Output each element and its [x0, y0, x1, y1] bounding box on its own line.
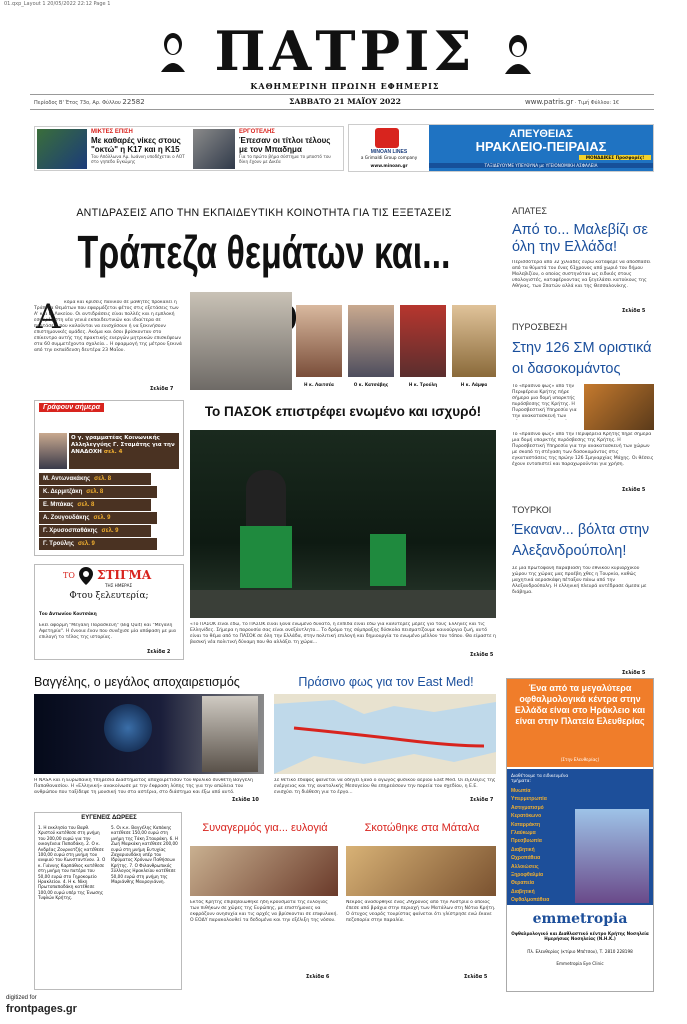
minoan-group: a Grimaldi Group company — [360, 155, 418, 160]
minoan-lines-ad[interactable] — [348, 124, 654, 172]
minoan-badge: ΜΟΝΑΔΙΚΕΣ Προσφορές! — [579, 155, 651, 160]
speaker-figure — [246, 470, 286, 526]
vangelis-headline[interactable]: Βαγγέλης, ο μεγάλος αποχαιρετισμός — [34, 675, 240, 689]
service-item: Υπερμετρωπία — [511, 796, 547, 803]
planet-graphic — [104, 704, 152, 752]
print-slug: 01.qxp_Layout 1 20/05/2022 22:12 Page 1 — [4, 1, 111, 7]
apates-label: ΑΠΑΤΕΣ — [512, 206, 547, 216]
masthead-title: ΠΑΤΡΙΣ — [214, 19, 476, 83]
stigma-box — [34, 564, 184, 660]
service-item: Αστιγματισμό — [511, 804, 544, 811]
firefighters-photo — [584, 384, 654, 430]
service-item: Θεραπεία — [511, 880, 535, 887]
masthead-subtitle: ΚΑΘΗΜΕΡΙΝΗ ΠΡΩΙΝΗ ΕΦΗΜΕΡΙΣ — [250, 81, 440, 91]
writer-row[interactable] — [39, 473, 151, 485]
right-column — [512, 200, 654, 676]
minoan-logo — [375, 128, 399, 148]
pasok-headline[interactable]: Το ΠΑΣΟΚ επιστρέφει ενωμένο και ισχυρό! — [204, 404, 482, 419]
caption-3: Η κ. Τρούλη — [408, 382, 438, 387]
podium-right — [370, 534, 406, 586]
writer-row[interactable] — [39, 525, 151, 537]
minoan-line1: ΑΠΕΥΘΕΙΑΣ — [509, 128, 573, 140]
eastmed-page[interactable]: Σελίδα 7 — [470, 797, 494, 803]
stamatis-photo — [39, 433, 67, 469]
issue-info: Περίοδος Β' Έτος 73ο, Αρ. Φύλλου 22582 — [34, 98, 145, 106]
pasok-page[interactable]: Σελίδα 5 — [470, 652, 494, 658]
writer-row[interactable] — [39, 499, 151, 511]
service-item: Μυωπία — [511, 788, 531, 794]
eastmed-headline[interactable]: Πράσινο φως για τον East Med! — [298, 675, 474, 689]
writer-page: σελ. 9 — [93, 515, 111, 521]
writer-page: σελ. 8 — [94, 476, 112, 482]
grafoun-simera-box — [34, 400, 184, 556]
promo2-label: ΕΡΓΟΤΕΛΗΣ — [239, 129, 275, 135]
caption-4: Η κ. Λάμψα — [460, 382, 488, 387]
promo1-headline: Με καθαρές νίκες στους "οκτώ" η Κ17 και η Κ15 — [91, 136, 181, 154]
founder-portrait-right — [502, 32, 534, 74]
donations-col1: 1. Η εκκλησία του Βαρθ. Χριστού κατέθεσε στη μνήμη του 200,00 ευρώ για την οικογένεια Παπαδάκη. 2. Ο κ. Ανδρέας Ζουρνατζής κατέθεσε 100,00 ευρώ στη μνήμη του ανιψιού του Κωνσταντίνου. 3. Ο κ. Γιάννης Καρπάθιος κατέθεσε στη μνήμη του πατέρα του 50,00 ευρώ στο Γηροκομείο Ηρακλείου. 4. Η κ. Νίκη Πρωτοπαπαδάκη κατέθεσε 100,00 ευρώ υπέρ της Ένωσης Τυφλών Κρήτης. — [38, 825, 106, 901]
stigma-sub: ΤΗΣ ΗΜΕΡΑΣ — [105, 583, 133, 588]
service-item: Γλαύκωμα — [511, 830, 536, 837]
service-item: Πρεσβυωπία — [511, 838, 542, 845]
stigma-author: Του Αντωνίου Κουτσάκη — [39, 611, 97, 616]
minoan-line2: ΗΡΑΚΛΕΙΟ-ΠΕΙΡΑΙΑΣ — [475, 139, 607, 154]
service-item: Διαβητική — [511, 846, 535, 853]
lead-body: κόμα και κρίσεις πανικού σε μαθητές προκαλεί η Τράπεζα Θεμάτων που εφαρμόζεται φέτος στις εξετάσεις των Α' και Β' Λυκείου. Οι αντιδράσεις είναι πολλές και η εμπλοκή εσφορές στη νέα γενιά εκπαιδευτικών και ιδιαίτερα σε προτάσεις που καλούνται να ενισχύσουν ή να ξεκινήσουν επιστημονικές ομάδες. Ακόμα και όσοι βρίσκονταν στο επίκεντρο αυτής της πρακτικής ενεργών μητρικών επισκέψεων στα 60 συμμετέχοντα σχολεία... Η εφαρμογή της μέτρου ξεκινά από την εκπαίδευση δευτέρα 23 Μαΐου. — [34, 300, 182, 353]
pyrosvesi-label: ΠΥΡΟΣΒΕΣΗ — [512, 322, 568, 332]
service-item: Αλλοιώσεις — [511, 863, 539, 870]
matala-photo — [346, 846, 496, 896]
issue-date: ΣΑΒΒΑΤΟ 21 ΜΑΪΟΥ 2022 — [289, 97, 401, 106]
eyead-sub: (Στην Ελευθερίας) — [560, 757, 600, 762]
writer-row[interactable] — [39, 538, 157, 550]
grafoun-intro[interactable]: Ο γ. γραμματέας Κοινωνικής Αλληλεγγύης Γ. Σταμάτης για την ΑΝΑΔΟΧΗ σελ. 4 — [69, 433, 179, 469]
writer-row[interactable] — [39, 512, 157, 524]
donations-title: ΕΥΓΕΝΕΙΣ ΔΩΡΕΕΣ — [81, 815, 137, 821]
writer-page: σελ. 9 — [77, 541, 95, 547]
promo2-text: Για το πρώτο βήμα σύστημα το μποστό του δίκη έχουν με Δικέα — [239, 154, 331, 165]
writer-name: Γ. Χρυσοσπαθάκης — [43, 528, 98, 534]
pyrosvesi-text-top: Το «πράσινο φως» από την Περιφέρεια Κρήτης πήρε σήμερα μια δομή υπαρκτής πυρόσβεσης της Κρήτης. Η Πυροσβεστική Υπηρεσία για την ανακατασκευή των — [512, 384, 577, 419]
matala-text: Νεκρός ανασύρθηκε ένας 29χρονος από την Αυστρία ο οποίος έπεσε από βράχια στην περιοχή των Ματάλων στη Νότια Κρήτη. Ο άτυχος νεαρός τουρίστας φαίνεται ότι γλίστρησε ενώ έκανε πεζοπορία στην παραλία. — [346, 900, 496, 923]
lead-dropcap: Α — [36, 297, 61, 337]
apates-page[interactable]: Σελίδα 5 — [622, 308, 646, 314]
footer-line1: digitized for — [6, 995, 37, 1001]
eyead-addr: Πλ. Ελευθερίας (κτίριο Μπέτσου), Τ. 2810 228198 — [527, 949, 633, 954]
tourkoi-headline[interactable]: Έκαναν... βόλτα στην Αλεξανδρούπολη! — [512, 522, 650, 559]
pyrosvesi-headline[interactable]: Στην 126 ΣΜ οριστικά οι δασοκομάντος — [512, 340, 652, 377]
founder-portrait-left — [158, 30, 188, 72]
donations-box — [34, 812, 182, 990]
vangelis-caption: Η NASA και η Ευρωπαϊκή Υπηρεσία Διαστήματος αποχαιρετίσαν τον θρυλικό συνθέτη Βαγγέλη Παπαθανασίου. Η «Ελληνική» ανακοίνωσε με την έκφραση λύπης της για την απώλεια του ανθρώπου που ταξίδεψε τη μουσική του στα αστέρια, στο διάστημα και έξω από αυτό. — [34, 778, 253, 795]
tourkoi-page[interactable]: Σελίδα 5 — [622, 670, 646, 676]
writer-page: σελ. 9 — [101, 528, 119, 534]
matala-headline[interactable]: Σκοτώθηκε στα Μάταλα — [364, 822, 480, 834]
lead-page[interactable]: Σελίδα 7 — [150, 386, 174, 392]
writer-name: Γ. Τρούλης — [43, 541, 74, 547]
grafoun-label: Γράφουν σήμερα — [39, 403, 104, 412]
writer-name: Ε. Μπάκας — [43, 502, 74, 508]
stigma-text: Εκεί αφορμή "Μεγάλη Παρασκευή" (Big Quit) και "Μεγάλη Αφετηρία". Η έννοια έναν που συνέχισε μία απόφαση με μια επιλογή το τέλος της ιστορίας. — [39, 623, 177, 640]
vangelis-page[interactable]: Σελίδα 10 — [232, 797, 259, 803]
sports-promos[interactable] — [34, 126, 344, 171]
lead-headline[interactable]: Τράπεζα θεμάτων και... — [77, 227, 451, 279]
podium-left — [240, 526, 292, 588]
donations-col2: 5. Οι κ.κ. Βαγγέλης Καπάκης κατέθεσε 150,00 ευρώ στη μνήμη της Τάκη Σταυράκη. 6. Η Ζωή Μαρκάκη κατέθεσε 200,00 ευρώ στη μνήμη Ευτυχίας Ζαχαριουδάκη υπέρ του Ιδρύματος Χρόνιων Παθήσεων Κρήτης. 7. Ο Φιλανθρωπικός Σύλλογος Ηρακλείου κατέθεσε 50,00 ευρώ στη μνήμη της Μαριάνθης Μαυρογιάννη. — [111, 825, 179, 885]
site-price: www.patris.gr · Τιμή Φύλλου: 1€ — [525, 98, 620, 106]
writer-page: σελ. 8 — [77, 502, 95, 508]
pyrosvesi-page[interactable]: Σελίδα 5 — [622, 487, 646, 493]
service-item: Ξηροφθαλμία — [511, 872, 544, 879]
pyrosvesi-text: Το «πράσινο φως» από την Περιφέρεια Κρήτης πήρε σήμερα μια δομή υπαρκτής πυρόσβεσης της Κρήτης. Η Πυροσβεστική Υπηρεσία για την ανακατασκευή των χώρων με σκοπό τη στέγαση των δασοκομάντος στις εγκαταστάσεις της πρώην 126 Σμηναρχίας Μάχης. Οι θέσεις έχουν εντοπιστεί και παραχωρούνται για χρήση. — [512, 432, 654, 467]
service-item: Ωχροπάθεια — [511, 855, 541, 862]
exam-classroom-photo — [190, 292, 292, 390]
location-pin-icon — [79, 567, 93, 585]
minoan-site: www.minoan.gr — [370, 163, 408, 168]
writers-list — [39, 473, 179, 551]
eyead-brand: emmetropia — [532, 911, 628, 927]
promo2-headline: Έπεσαν οι τίτλοι τέλους με τον Μπαδημα — [239, 136, 331, 154]
eastmed-caption: Σε θετικό έδαφος φαίνεται να οδηγεί ξανά ο αγωγός φυσικού αερίου East Med. Οι εξελίξεις της ενέργειας και της ανατολικής Μεσογείου θα επηρεάσουν την πορεία του σχεδίου, η Ε.Ε. ενισχύει τη διάθεση για το έργο... — [274, 778, 496, 795]
service-item: Κερατόκωνο — [511, 813, 542, 820]
eastmed-map — [274, 694, 496, 774]
apates-text: Περισσότερα από 32 χιλιάδες ευρώ κατάφερε να αποσπάσει από τα θύματά του ένας 61χρονος από χωριό του δήμου Μαλεβιζίου, ο οποίος συστηνόταν ως ειδικός στους υπολογιστές, καταφέρνοντας να ξεγελάσει κατοίκους της Αθήνας, των Σπατών αλλά και της Θεσσαλονίκης. — [512, 260, 651, 289]
stigma-headline[interactable]: Φτου ξελευτερία; — [69, 591, 149, 601]
minoan-slogan: ΤΑΞΙΔΕΥΟΥΜΕ ΥΠΕΥΘΥΝΑ με ΥΓΕΙΟΝΟΜΙΚΗ ΑΣΦΑΛΕΙΑ — [429, 163, 653, 168]
lead-portraits — [296, 305, 496, 395]
portrait-trouli — [400, 305, 446, 377]
caption-1: Η κ. Λαιτσέα — [304, 382, 334, 387]
football-photo — [37, 129, 87, 169]
emmetropia-ad[interactable] — [506, 678, 654, 992]
writer-row[interactable] — [39, 486, 157, 498]
vangelis-portrait — [202, 696, 258, 772]
coach-photo — [193, 129, 235, 169]
pasok-photo — [190, 430, 496, 618]
eyead-headline: Ένα από τα μεγαλύτερα οφθαλμολογικά κέντρα στην Ελλάδα είναι στο Ηράκλειο και είναι στην Πλατεία Ελευθερίας — [514, 683, 646, 726]
stigma-pre: ΤΟ — [63, 571, 75, 580]
vangelis-photo — [34, 694, 264, 774]
promo1-text: Του Απόλλωνα Αμ. Ιωάννη υποδέχεται ο ΑΟΤ στο γηπεδο Εγκώμης — [91, 154, 185, 165]
service-item: Καταρράκτη — [511, 821, 541, 828]
portrait-katsavis — [348, 305, 394, 377]
apates-headline[interactable]: Από το... Μαλεβίζι σε όλη την Ελλάδα! — [512, 222, 649, 255]
writer-name: Α. Ζουγουδάκης — [43, 515, 90, 521]
eyead-intro: Διαθέτουμε τα ειδικευμένα τμήματα: — [511, 773, 569, 784]
service-item: Διαβητική Οφθαλμοπάθεια — [511, 888, 550, 904]
synagermos-photo — [190, 846, 338, 896]
footer-line2[interactable]: frontpages.gr — [6, 1003, 77, 1015]
clinic-building — [575, 809, 649, 903]
eyead-desc: Οφθαλμολογικό και Διαθλαστικό κέντρο Κρήτης Νοσηλεία Ημερήσιας Νοσηλείας (Ν.Η.Κ.) — [511, 931, 649, 942]
tourkoi-label: ΤΟΥΡΚΟΙ — [512, 505, 552, 515]
promo1-label: ΜΙΚΤΕΣ ΕΠΙΣΗ — [91, 129, 133, 135]
portrait-laitsea — [296, 305, 342, 377]
tourkoi-text: Σε μία πρωτοφανή παραβίαση του εθνικού κυριαρχικού χώρου της χώρας μας προέβη χθες η Τουρκία, καθώς μαχητικά αεροσκάφη πέταξαν πάνω από την Αλεξανδρούπολη. Η ελληνική πλευρά αντέδρασε άμεσα με διάβημα. — [512, 566, 647, 595]
eyead-services — [511, 787, 571, 905]
writer-page: σελ. 8 — [86, 489, 104, 495]
lead-kicker: ΑΝΤΙΔΡΑΣΕΙΣ ΑΠΟ ΤΗΝ ΕΚΠΑΙΔΕΥΤΙΚΗ ΚΟΙΝΟΤΗΤΑ ΓΙΑ ΤΙΣ ΕΞΕΤΑΣΕΙΣ — [76, 207, 452, 219]
minoan-brand: MINOAN LINES — [370, 149, 408, 155]
stigma-page[interactable]: Σελίδα 2 — [147, 649, 171, 655]
eyead-social[interactable]: Emmetropia Eye Clinic — [556, 961, 604, 966]
synagermos-text: Εκτός Κρήτης επιβεβαιώθηκε ήδη κρούσματα της ευλογιάς των πιθήκων σε χώρες της Ευρώπης, με επιστήμονες να εκφράζουν ανησυχία και τις αρχές να βρίσκονται σε επιφυλακή. Ο ΕΟΔΥ παρακολουθεί τα δεδομένα και την εξέλιξη της νόσου. — [190, 900, 338, 923]
synagermos-headline[interactable]: Συναγερμός για... ευλογιά — [202, 822, 328, 834]
portrait-lampsa — [452, 305, 496, 377]
synagermos-page[interactable]: Σελίδα 6 — [306, 974, 330, 980]
pasok-caption: «Το ΠΑΣΟΚ είναι εδώ, το ΠΑΣΟΚ είναι ξανά ενωμένο δυνατό, η ελπίδα είναι εδώ για καλύτερες μέρες για τους Έλληνες και τις Ελληνίδες. Σήμερα η παρουσία σας είναι ανεξάντλητο... Το δρόμο της σύμπραξης δύσκολα πεισματίζουμε καινούργια ζωή, αυτό είναι το θέμα από το ΠΑΣΟΚ σε όλη την Ελλάδα, στην πολιτική επιλογή και δημιουργία το ενωμένο μέλλον του τόπου. Θα είμαστε η βασική νέα πολιτική δύναμη που θα αλλάξει τη χώρα... — [190, 622, 496, 645]
stigma-label: ΣΤΙΓΜΑ — [97, 568, 152, 582]
writer-name: Μ. Αντωνακάκης — [43, 476, 91, 482]
audience — [190, 590, 496, 618]
caption-2: Ο κ. Κατσάβης — [353, 382, 389, 387]
matala-page[interactable]: Σελίδα 5 — [464, 974, 488, 980]
writer-name: Κ. Δερμιτζάκη — [43, 489, 83, 495]
